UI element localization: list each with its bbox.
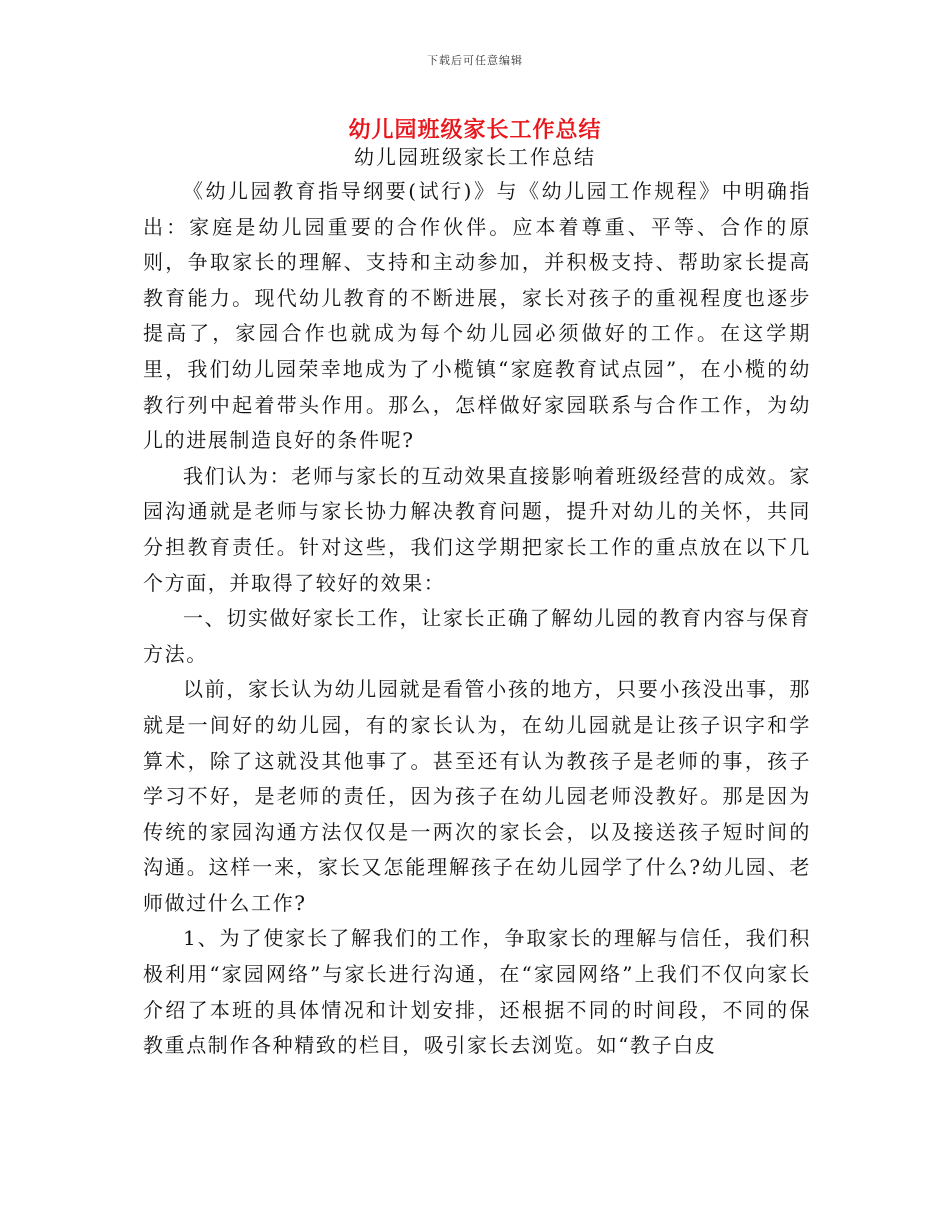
document-subtitle: 幼儿园班级家长工作总结	[354, 145, 596, 169]
paragraph: 《幼儿园教育指导纲要(试行)》与《幼儿园工作规程》中明确指出：家庭是幼儿园重要的合作伙伴。应本着尊重、平等、合作的原则，争取家长的理解、支持和主动参加，并积极支持、帮助家长提高教育能力。现代幼儿教育的不断进展，家长对孩子的重视程度也逐步提高了，家园合作也就成为每个幼儿园必须做好的工作。在这学期里，我们幼儿园荣幸地成为了小榄镇“家庭教育试点园”，在小榄的幼教行列中起着带头作用。那么，怎样做好家园联系与合作工作，为幼儿的进展制造良好的条件呢?	[143, 179, 811, 453]
paragraph: 一、切实做好家长工作，让家长正确了解幼儿园的教育内容与保育方法。	[143, 606, 811, 666]
document-body	[143, 174, 811, 1064]
paragraph: 我们认为：老师与家长的互动效果直接影响着班级经营的成效。家园沟通就是老师与家长协力解决教育问题，提升对幼儿的关怀，共同分担教育责任。针对这些，我们这学期把家长工作的重点放在以下几个方面，并取得了较好的效果：	[143, 463, 811, 595]
document-title: 幼儿园班级家长工作总结	[348, 117, 602, 143]
paragraph: 1、为了使家长了解我们的工作，争取家长的理解与信任，我们积极利用“家园网络”与家长进行沟通，在“家园网络”上我们不仅向家长介绍了本班的具体情况和计划安排，还根据不同的时间段，不同的保教重点制作各种精致的栏目，吸引家长去浏览。如“教子白皮	[143, 926, 811, 1058]
header-note: 下载后可任意编辑	[427, 54, 523, 67]
paragraph: 以前，家长认为幼儿园就是看管小孩的地方，只要小孩没出事，那就是一间好的幼儿园，有的家长认为，在幼儿园就是让孩子识字和学算术，除了这就没其他事了。甚至还有认为教孩子是老师的事，孩子学习不好，是老师的责任，因为孩子在幼儿园老师没教好。那是因为传统的家园沟通方法仅仅是一两次的家长会，以及接送孩子短时间的沟通。这样一来，家长又怎能理解孩子在幼儿园学了什么?幼儿园、老师做过什么工作?	[143, 677, 811, 915]
